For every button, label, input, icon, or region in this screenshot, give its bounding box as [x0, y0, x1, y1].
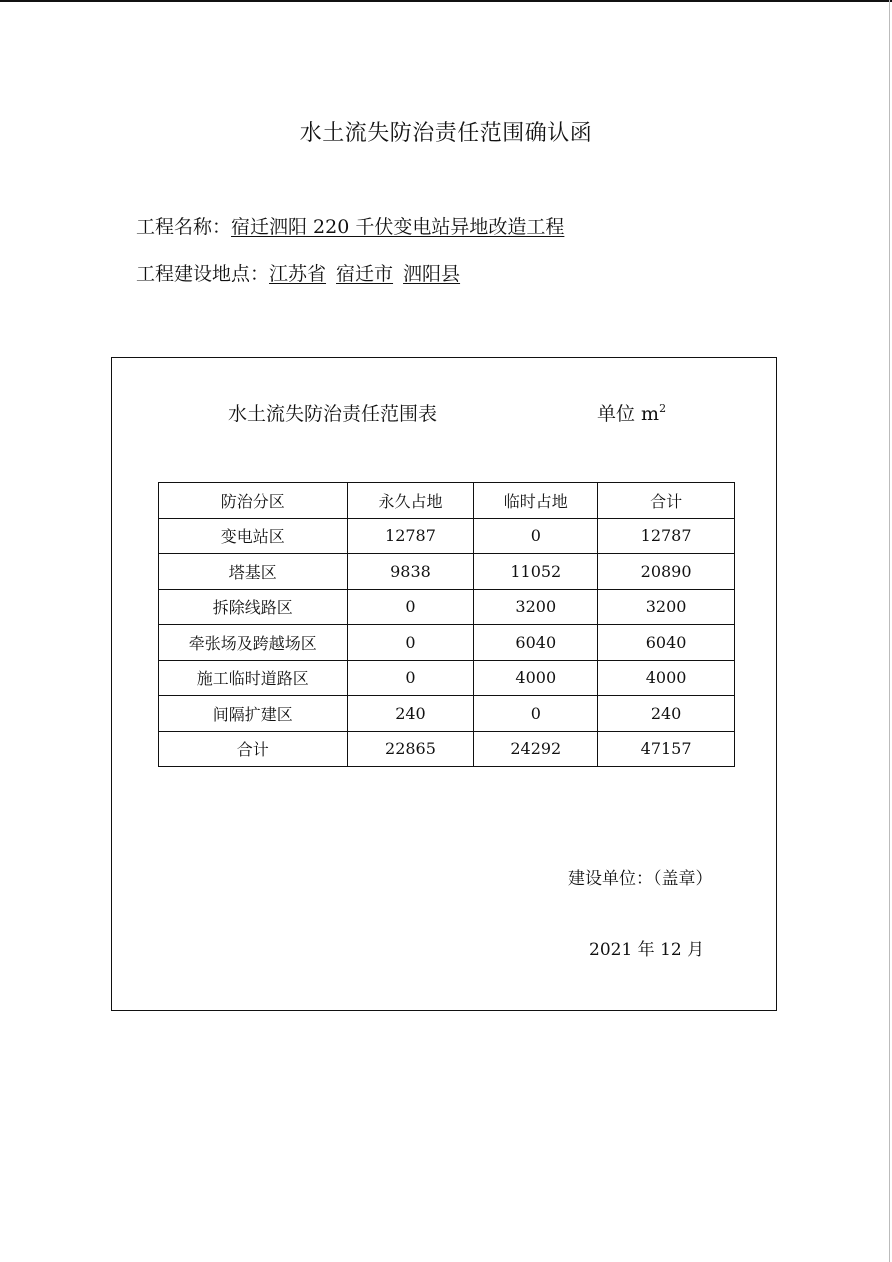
permanent-cell: 0: [347, 625, 474, 661]
document-title: 水土流失防治责任范围确认函: [299, 121, 593, 146]
location-province: 江苏省: [269, 263, 327, 285]
location-county: 泗阳县: [403, 263, 461, 285]
header-permanent: 永久占地: [347, 483, 474, 519]
table-row: [159, 554, 735, 590]
table-total-row: [159, 731, 735, 767]
unit-text: 单位 m: [597, 403, 660, 425]
table-row: [159, 589, 735, 625]
total-cell: 20890: [598, 554, 735, 590]
total-cell: 6040: [598, 625, 735, 661]
table-row: [159, 660, 735, 696]
permanent-cell: 12787: [347, 518, 474, 554]
total-cell: 3200: [598, 589, 735, 625]
zone-cell: 施工临时道路区: [159, 660, 348, 696]
document-date: 2021 年 12 月: [589, 940, 705, 960]
location-label: 工程建设地点：: [136, 263, 270, 285]
top-border-line: [0, 0, 892, 2]
zone-cell: 合计: [159, 731, 348, 767]
location-city: 宿迁市: [336, 263, 394, 285]
zone-cell: 间隔扩建区: [159, 696, 348, 732]
temporary-cell: 6040: [474, 625, 598, 661]
scope-table-frame: [111, 357, 777, 1011]
temporary-cell: 11052: [474, 554, 598, 590]
temporary-cell: 4000: [474, 660, 598, 696]
right-border-line: [889, 0, 890, 1262]
total-cell: 12787: [598, 518, 735, 554]
table-row: [159, 696, 735, 732]
table-row: [159, 625, 735, 661]
temporary-cell: 0: [474, 696, 598, 732]
temporary-cell: 24292: [474, 731, 598, 767]
permanent-cell: 0: [347, 660, 474, 696]
header-total: 合计: [598, 483, 735, 519]
temporary-cell: 3200: [474, 589, 598, 625]
header-temporary: 临时占地: [474, 483, 598, 519]
project-name-value: 宿迁泗阳 220 千伏变电站异地改造工程: [231, 216, 565, 238]
table-title: 水土流失防治责任范围表: [228, 403, 438, 425]
permanent-cell: 240: [347, 696, 474, 732]
table-unit: [597, 399, 666, 426]
project-location-line: [136, 259, 460, 286]
total-cell: 240: [598, 696, 735, 732]
zone-cell: 塔基区: [159, 554, 348, 590]
project-name-line: [136, 212, 564, 239]
table-row: [159, 518, 735, 554]
zone-cell: 拆除线路区: [159, 589, 348, 625]
zone-cell: 变电站区: [159, 518, 348, 554]
table-header-row: [159, 483, 735, 519]
total-cell: 4000: [598, 660, 735, 696]
unit-superscript: 2: [659, 402, 667, 415]
permanent-cell: 0: [347, 589, 474, 625]
permanent-cell: 22865: [347, 731, 474, 767]
temporary-cell: 0: [474, 518, 598, 554]
builder-seal-line: 建设单位：（盖章）: [568, 869, 713, 889]
responsibility-scope-table: [158, 482, 735, 767]
zone-cell: 牵张场及跨越场区: [159, 625, 348, 661]
header-zone: 防治分区: [159, 483, 348, 519]
total-cell: 47157: [598, 731, 735, 767]
permanent-cell: 9838: [347, 554, 474, 590]
project-name-label: 工程名称：: [136, 216, 232, 238]
